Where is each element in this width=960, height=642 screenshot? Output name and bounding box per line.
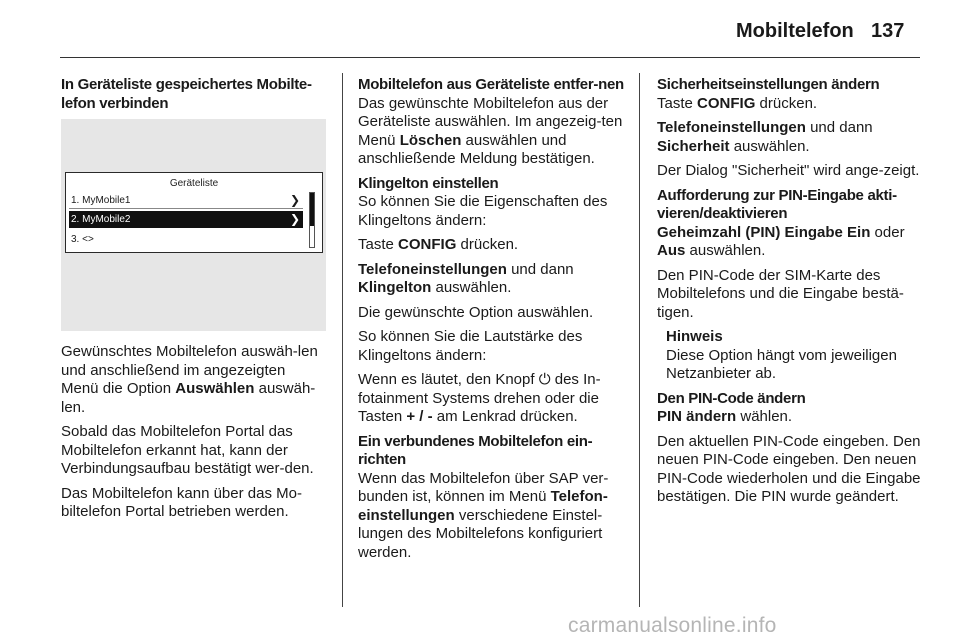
page-number: 137 (871, 20, 905, 42)
device-list-title: Geräteliste (169, 178, 219, 189)
paragraph: Den PIN-Code der SIM-Karte des Mobiltelefons und die Eingabe bestä-tigen. (657, 266, 904, 321)
paragraph: Das gewünschte Mobiltelefon aus der Geräteliste auswählen. Im angezeig-ten Menü Löschen auswählen und anschließende Meldung bestätigen. (358, 94, 623, 167)
paragraph: Den aktuellen PIN-Code eingeben. Den neuen PIN-Code eingeben. Den neuen PIN-Code wiederholen und die Eingabe bestätigen. Die PIN wurde geändert. (657, 432, 921, 505)
device-list-item[interactable] (69, 192, 303, 209)
section-heading: Mobiltelefon aus Geräteliste entfer-nen (358, 76, 624, 93)
chevron-right-icon: ❯ (289, 193, 300, 207)
device-list-screen (65, 172, 323, 253)
paragraph: Wenn es läutet, den Knopf ⏻ des In-fotainment Systems drehen oder die Tasten + / - am Lenkrad drücken. (358, 371, 601, 425)
paragraph: Gewünschtes Mobiltelefon auswäh-len und anschließend im angezeigten Menü die Option Auswählen auswäh-len. (61, 343, 318, 416)
note-text: Diese Option hängt vom jeweiligen Netzanbieter ab. (666, 346, 897, 382)
paragraph: So können Sie die Lautstärke des Klingeltons ändern: (358, 328, 583, 364)
paragraph: Die gewünschte Option auswählen. (358, 303, 594, 321)
paragraph: So können Sie die Eigenschaften des Klingeltons ändern: (358, 193, 608, 229)
paragraph: Das Mobiltelefon kann über das Mo-biltelefon Portal betrieben werden. (61, 484, 302, 520)
section-heading: Aufforderung zur PIN-Eingabe akti-vieren/deaktivieren (657, 186, 897, 222)
column-2 (358, 76, 624, 568)
device-list-item-label: 1. MyMobile1 (71, 195, 131, 206)
knob-icon: ⏻ (538, 371, 551, 388)
note-box (666, 328, 923, 384)
device-list-screenshot (61, 119, 326, 331)
paragraph: Telefoneinstellungen und dann Klingelton auswählen. (358, 260, 574, 296)
header-divider (60, 57, 920, 58)
section-heading: Ein verbundenes Mobiltelefon ein-richten (358, 432, 593, 468)
chevron-right-icon: ❯ (289, 212, 300, 226)
device-list-item-label: 2. MyMobile2 (71, 214, 131, 225)
section-heading: Den PIN-Code ändern (657, 389, 806, 407)
column-divider-1 (342, 73, 343, 607)
column-3 (657, 76, 923, 513)
paragraph: Der Dialog "Sicherheit" wird ange-zeigt. (657, 162, 920, 179)
device-list-item[interactable] (69, 231, 303, 248)
watermark-text: carmanualsonline.info (568, 614, 777, 637)
paragraph: PIN ändern wählen. (657, 408, 793, 425)
paragraph: Wenn das Mobiltelefon über SAP ver-bunden ist, können im Menü Telefon-einstellungen verschiedene Einstel-lungen des Mobiltelefons konfiguriert werden. (358, 469, 609, 561)
device-list-item-label: 3. <> (71, 234, 94, 245)
paragraph: Telefoneinstellungen und dann Sicherheit auswählen. (657, 119, 873, 155)
scrollbar-thumb[interactable] (310, 193, 314, 226)
section-heading: Klingelton einstellen (358, 174, 499, 192)
column-1 (61, 76, 326, 528)
page-header-title: Mobiltelefon (736, 20, 854, 42)
section-heading: In Geräteliste gespeichertes Mobilte-lefon verbinden (61, 76, 312, 112)
column-divider-2 (639, 73, 640, 607)
device-list-item-selected[interactable] (69, 211, 303, 228)
device-list-scrollbar[interactable] (309, 192, 315, 248)
section-heading: Sicherheitseinstellungen ändern (657, 76, 880, 93)
paragraph: Sobald das Mobiltelefon Portal das Mobiltelefon erkannt hat, kann der Verbindungsaufbau bestätigt wer-den. (61, 423, 314, 477)
note-title: Hinweis (666, 328, 723, 345)
paragraph: Taste CONFIG drücken. (657, 94, 818, 112)
paragraph: Taste CONFIG drücken. (358, 236, 519, 253)
paragraph: Geheimzahl (PIN) Eingabe Ein oder Aus auswählen. (657, 223, 905, 259)
